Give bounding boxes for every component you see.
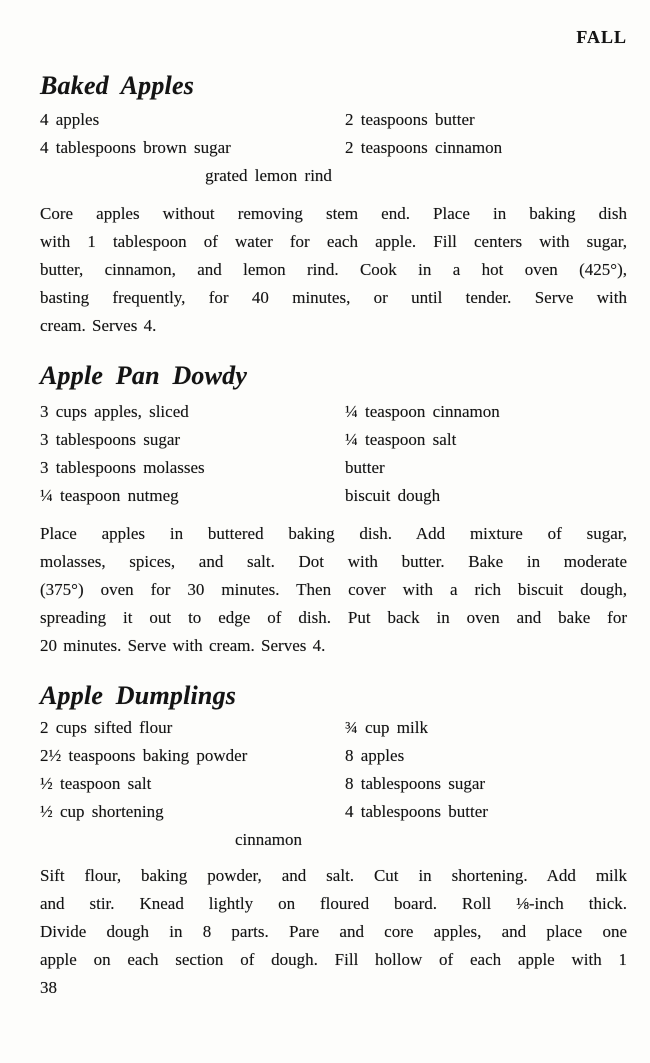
ingredient-right: 2 teaspoons butter <box>345 110 475 129</box>
ingredient-right: 8 apples <box>345 746 405 765</box>
ingredient-list <box>40 714 627 854</box>
ingredient-right: biscuit dough <box>345 486 441 505</box>
ingredient-centered: cinnamon <box>234 830 303 849</box>
ingredient-right: 8 tablespoons sugar <box>345 774 486 793</box>
ingredient-right: ¼ teaspoon cinnamon <box>345 402 500 421</box>
ingredient-row <box>40 742 627 770</box>
ingredient-list <box>40 398 627 510</box>
recipe-title: Apple Pan Dowdy <box>40 361 248 390</box>
ingredient-left: 2 cups sifted flour <box>40 718 173 737</box>
instruction-line: Sift flour, baking powder, and salt. Cut in shortening. Add milk <box>40 866 627 885</box>
ingredient-row <box>40 714 627 742</box>
ingredient-left: 4 apples <box>40 110 100 129</box>
ingredient-right: butter <box>345 458 385 477</box>
ingredient-row <box>40 426 627 454</box>
ingredient-row <box>40 398 627 426</box>
instruction-line: with 1 tablespoon of water for each apple. Fill centers with sugar, <box>40 232 627 251</box>
ingredient-right: ¼ teaspoon salt <box>345 430 457 449</box>
instruction-line: butter, cinnamon, and lemon rind. Cook in a hot oven (425°), <box>40 260 627 279</box>
ingredient-left: 3 tablespoons sugar <box>40 430 181 449</box>
ingredient-right: ¾ cup milk <box>345 718 428 737</box>
ingredient-list <box>40 106 627 190</box>
ingredient-left: 2½ teaspoons baking powder <box>40 746 248 765</box>
ingredient-row <box>40 134 627 162</box>
instruction-line: spreading it out to edge of dish. Put back in oven and bake for <box>40 608 627 627</box>
ingredient-centered: grated lemon rind <box>205 166 332 185</box>
ingredient-left: ½ teaspoon salt <box>40 774 152 793</box>
recipe-title: Apple Dumplings <box>40 681 237 710</box>
ingredient-row <box>40 770 627 798</box>
recipe-baked-apples <box>40 48 627 340</box>
page-number: 38 <box>40 978 57 997</box>
ingredient-left: ¼ teaspoon nutmeg <box>40 486 179 505</box>
instruction-line: basting frequently, for 40 minutes, or until tender. Serve with <box>40 288 627 307</box>
ingredient-left: 3 tablespoons molasses <box>40 458 205 477</box>
ingredient-row <box>40 482 627 510</box>
recipe-apple-pan-dowdy <box>40 340 627 660</box>
instruction-line: Divide dough in 8 parts. Pare and core apples, and place one <box>40 922 627 941</box>
ingredient-row <box>40 106 627 134</box>
ingredient-row <box>40 798 627 826</box>
ingredient-left: 4 tablespoons brown sugar <box>40 138 231 157</box>
instruction-line: cream. Serves 4. <box>40 316 157 335</box>
instruction-line: apple on each section of dough. Fill hollow of each apple with 1 <box>40 950 627 969</box>
instruction-line: 20 minutes. Serve with cream. Serves 4. <box>40 636 326 655</box>
recipe-title: Baked Apples <box>40 71 195 100</box>
ingredient-right: 2 teaspoons cinnamon <box>345 138 503 157</box>
instruction-line: molasses, spices, and salt. Dot with butter. Bake in moderate <box>40 552 627 571</box>
ingredient-row <box>40 454 627 482</box>
instruction-line: (375°) oven for 30 minutes. Then cover with a rich biscuit dough, <box>40 580 627 599</box>
recipe-instructions <box>40 520 627 660</box>
recipe-apple-dumplings <box>40 660 627 974</box>
recipe-instructions <box>40 862 627 974</box>
instruction-line: Core apples without removing stem end. Place in baking dish <box>40 204 627 223</box>
instruction-line: and stir. Knead lightly on floured board. Roll ⅛-inch thick. <box>40 894 627 913</box>
ingredient-left: 3 cups apples, sliced <box>40 402 189 421</box>
ingredient-right: 4 tablespoons butter <box>345 802 488 821</box>
ingredient-left: ½ cup shortening <box>40 802 164 821</box>
recipe-instructions <box>40 200 627 340</box>
running-header: FALL <box>576 27 627 47</box>
instruction-line: Place apples in buttered baking dish. Add mixture of sugar, <box>40 524 627 543</box>
